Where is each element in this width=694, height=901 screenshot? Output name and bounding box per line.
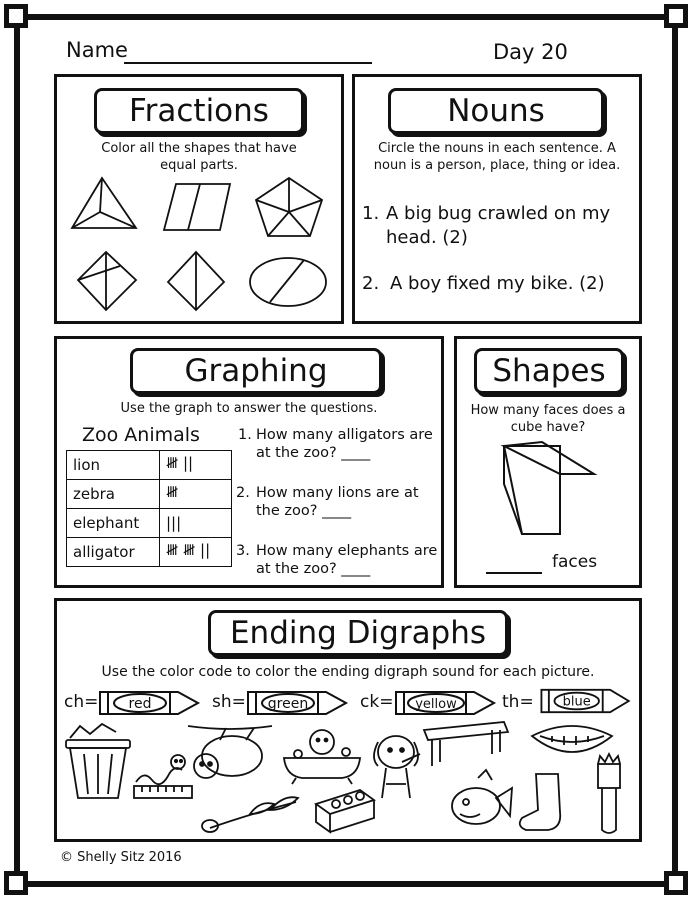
sloth-icon (188, 726, 272, 778)
graphing-title: Graphing (130, 348, 382, 394)
graph-question-number: 1. (238, 427, 252, 443)
fraction-shapes[interactable] (60, 170, 340, 320)
sock-icon (520, 774, 561, 830)
worm-icon (136, 755, 185, 784)
noun-item-number: 1. (362, 203, 380, 224)
fish-icon (452, 770, 512, 824)
day-label: Day 20 (493, 40, 568, 64)
faces-answer-line[interactable] (486, 572, 542, 574)
brick-icon (316, 790, 374, 832)
green-crayon-icon (246, 690, 352, 716)
animal-cell: alligator (67, 538, 160, 567)
copyright: © Shelly Sitz 2016 (60, 850, 182, 865)
green-color-label: green (267, 696, 309, 712)
blue-crayon-icon (536, 688, 636, 714)
animal-cell: lion (67, 451, 160, 480)
digraph-pictures[interactable] (60, 718, 638, 838)
faces-label: faces (552, 552, 598, 572)
ruler-icon (134, 786, 192, 798)
graph-question[interactable]: How many lions are at the zoo? ____ (256, 485, 419, 519)
graph-question-number: 3. (236, 543, 250, 559)
shapes-title: Shapes (474, 348, 624, 394)
corner-decoration (664, 871, 688, 895)
nouns-instructions: Circle the nouns in each sentence. A noun is a person, place, thing or idea. (373, 141, 621, 173)
graph-question[interactable]: How many elephants are at the zoo? ____ (256, 543, 438, 577)
fractions-instructions: Color all the shapes that have equal parts. (101, 141, 297, 173)
corner-decoration (4, 871, 28, 895)
graph-question[interactable]: How many alligators are at the zoo? ____ (256, 427, 433, 461)
yellow-color-label: yellow (415, 697, 457, 712)
name-line[interactable] (124, 62, 372, 64)
red-crayon-icon (98, 690, 204, 716)
dog-icon (374, 736, 420, 798)
yellow-crayon-icon (394, 690, 500, 716)
table-row (67, 480, 232, 509)
shapes-instructions: How many faces does a cube have? (470, 403, 626, 435)
corner-decoration (4, 4, 28, 28)
tally-cell: 𝍸 𝍸 || (160, 538, 232, 567)
animal-cell: elephant (67, 509, 160, 538)
rhombus-shape (78, 252, 136, 310)
table-row (67, 509, 232, 538)
digraph-code: sh= (212, 692, 246, 712)
trash-can-icon (66, 724, 130, 798)
name-label: Name (66, 38, 128, 62)
nouns-title: Nouns (388, 88, 604, 134)
table-row (67, 538, 232, 567)
oval-shape (250, 258, 326, 306)
fractions-title: Fractions (94, 88, 304, 134)
paintbrush-icon (598, 754, 620, 833)
noun-item-number: 2. (362, 273, 380, 294)
digraph-code: th= (502, 692, 534, 712)
digraphs-instructions: Use the color code to color the ending digraph sound for each picture. (101, 664, 595, 680)
noun-sentence[interactable]: A big bug crawled on my head. (2) (386, 203, 611, 248)
tally-cell: 𝍸 (160, 480, 232, 509)
red-color-label: red (128, 696, 152, 712)
branch-icon (202, 797, 298, 832)
animal-cell: zebra (67, 480, 160, 509)
triangle-shape (72, 178, 136, 228)
zoo-table-title: Zoo Animals (82, 424, 200, 446)
digraph-code: ch= (64, 692, 99, 712)
trapezoid-shape (164, 184, 230, 230)
digraph-code: ck= (360, 692, 394, 712)
digraphs-title: Ending Digraphs (208, 610, 508, 656)
zoo-animals-table (66, 450, 232, 567)
graphing-instructions: Use the graph to answer the questions. (120, 401, 378, 416)
table-row (67, 451, 232, 480)
corner-decoration (664, 4, 688, 28)
noun-sentence[interactable]: A boy fixed my bike. (2) (390, 273, 605, 294)
tally-cell: 𝍸 || (160, 451, 232, 480)
graph-question-number: 2. (236, 485, 250, 501)
bathtub-icon (284, 730, 360, 784)
tally-cell: ||| (160, 509, 232, 538)
bench-icon (424, 722, 508, 766)
blue-color-label: blue (562, 694, 591, 710)
mouth-icon (532, 726, 612, 752)
cube-icon (498, 440, 598, 540)
